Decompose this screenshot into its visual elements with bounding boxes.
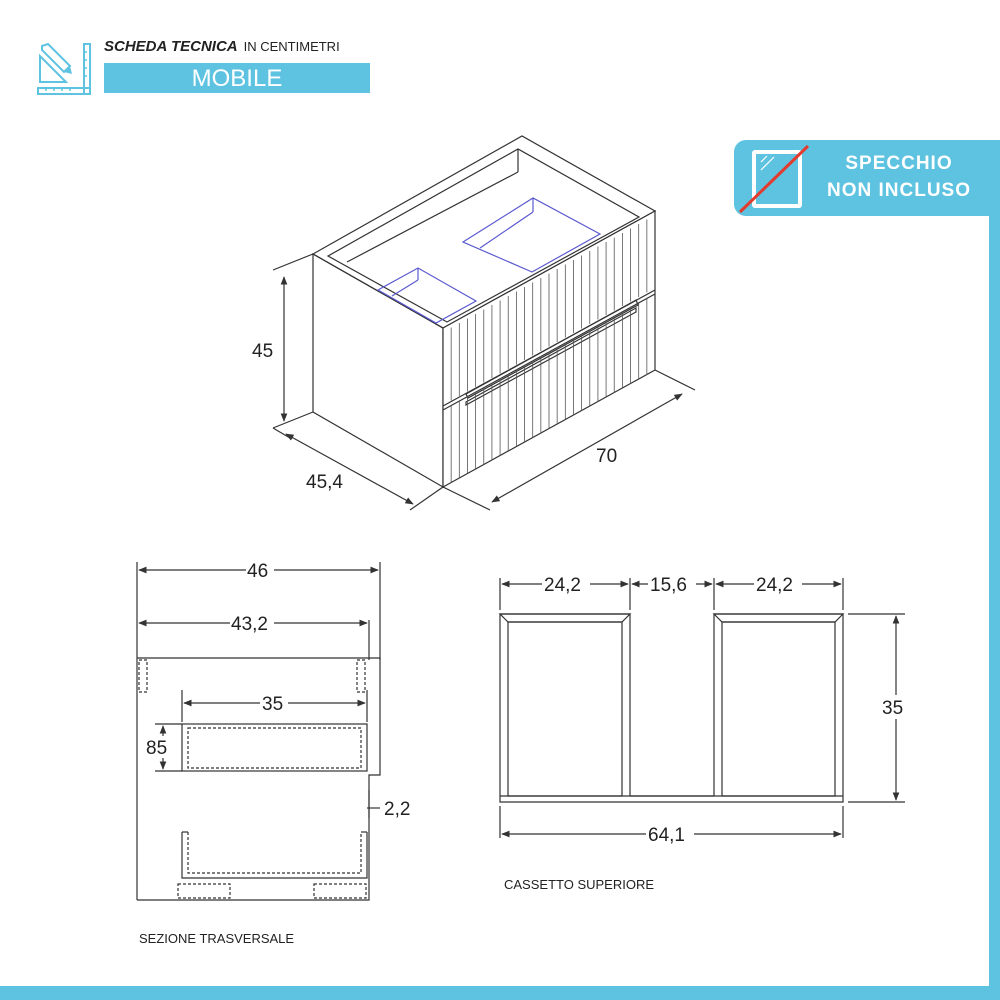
dim-depth-label: 45,4 xyxy=(306,472,343,493)
badge-line-1: SPECCHIO xyxy=(845,153,953,174)
section-upper-drawer xyxy=(182,724,367,771)
sheet-title-text: SCHEDA TECNICA xyxy=(104,38,238,55)
dim-inner-width-label: 43,2 xyxy=(231,614,268,635)
section-lower-drawer xyxy=(182,832,367,878)
dim-width-label: 70 xyxy=(596,446,618,467)
upper-drawer-plan xyxy=(500,578,905,838)
cabinet-front xyxy=(443,211,655,487)
dim-height-label: 45 xyxy=(252,341,274,362)
sheet-units: IN CENTIMETRI xyxy=(243,39,340,54)
right-accent-bar xyxy=(989,216,1000,1000)
isometric-cabinet xyxy=(273,136,695,510)
drawer-caption: CASSETTO SUPERIORE xyxy=(504,877,655,892)
section-outline xyxy=(137,658,380,900)
dim-drawer-plan-height-label: 35 xyxy=(882,698,904,719)
product-name-bar: MOBILE xyxy=(104,63,370,93)
dim-drawer-height-label: 85 xyxy=(146,738,168,759)
dim-drawer-depth-label: 35 xyxy=(262,694,284,715)
bottom-accent-bar xyxy=(0,986,1000,1000)
dim-right-width-label: 24,2 xyxy=(756,575,793,596)
dim-left-width-label: 24,2 xyxy=(544,575,581,596)
drawer-outline xyxy=(500,614,843,802)
section-caption: SEZIONE TRASVERSALE xyxy=(139,931,295,946)
badge-line-2: NON INCLUSO xyxy=(827,180,971,201)
dim-total-width-label: 64,1 xyxy=(648,825,685,846)
dim-middle-width-label: 15,6 xyxy=(650,575,687,596)
dim-outer-width-label: 46 xyxy=(247,561,269,582)
cabinet-side-panel xyxy=(313,254,443,487)
dim-gap-label: 2,2 xyxy=(384,799,411,820)
